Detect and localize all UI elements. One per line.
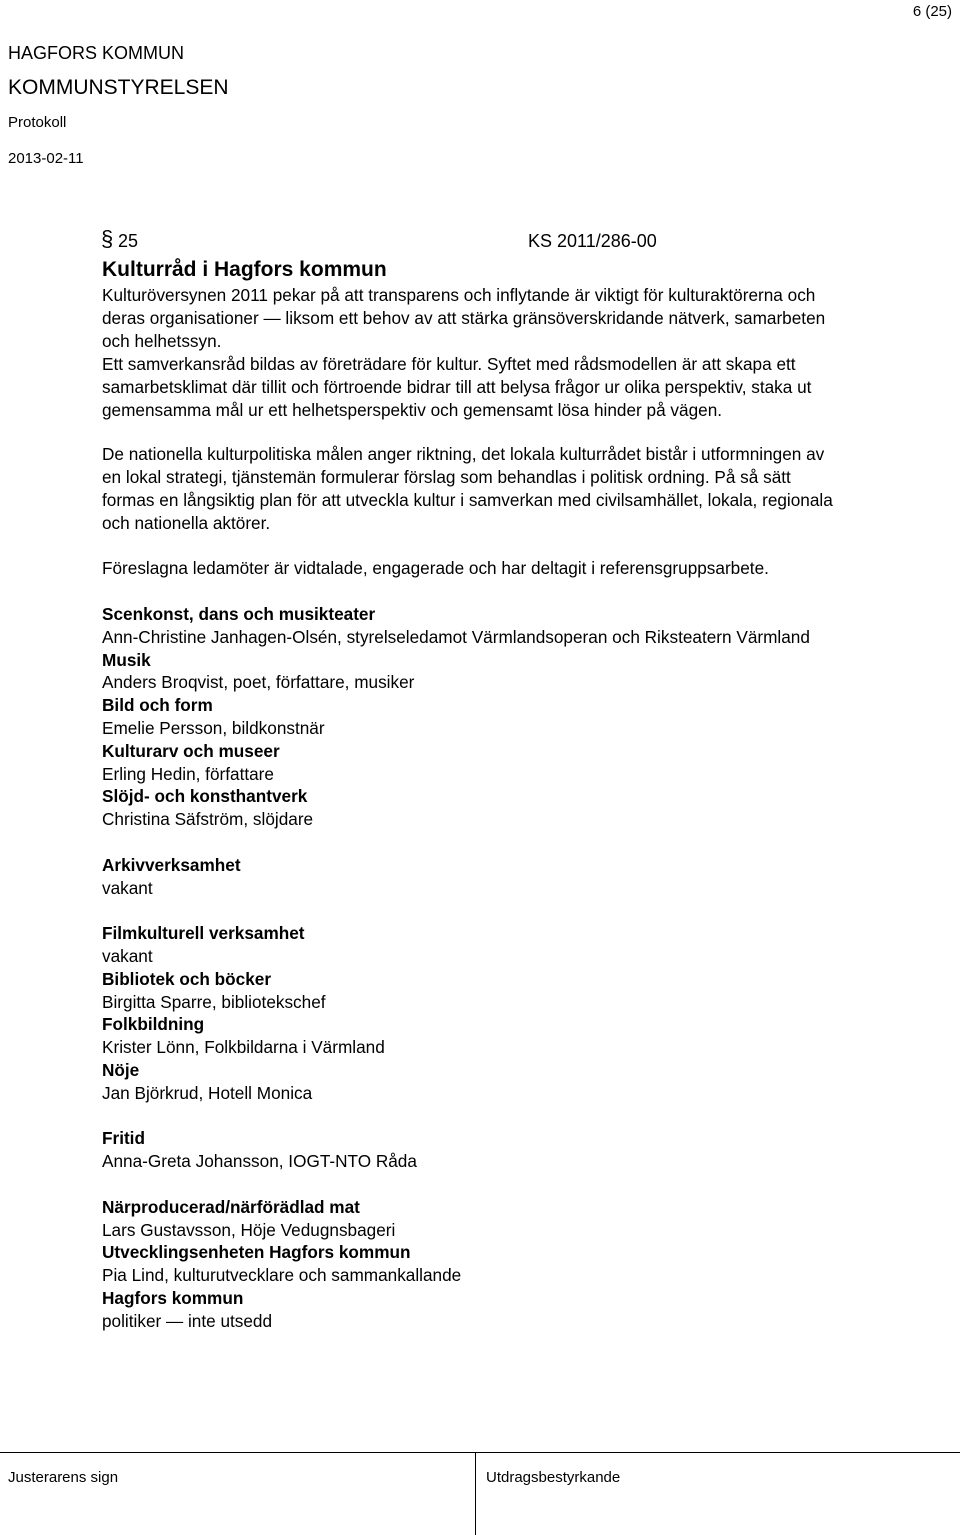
paragraph-line: De nationella kulturpolitiska målen anger riktning, det lokala kulturrådet bistår i utformningen av [102, 444, 825, 464]
document-date: 2013-02-11 [8, 150, 84, 167]
paragraph-symbol: § [101, 226, 114, 251]
member-category: Bild och form [102, 695, 213, 716]
member-name: Birgitta Sparre, bibliotekschef [102, 991, 326, 1012]
paragraph-line: Kulturöversynen 2011 pekar på att transparens och inflytande är viktigt för kulturaktörerna och [102, 285, 816, 305]
member-category: Närproducerad/närförädlad mat [102, 1196, 360, 1217]
member-category: Fritid [102, 1128, 145, 1149]
blank-line [102, 1105, 810, 1128]
paragraph-line: gemensamma mål ur ett helhetsperspektiv och gemensamt lösa hinder på vägen. [102, 400, 723, 420]
member-name: Emelie Persson, bildkonstnär [102, 717, 325, 738]
paragraph-1 [102, 284, 942, 422]
member-name: Erling Hedin, författare [102, 763, 274, 784]
member-category: Arkivverksamhet [102, 854, 241, 875]
member-name: Anders Broqvist, poet, författare, musiker [102, 672, 415, 693]
member-list [102, 603, 810, 1333]
member-category: Folkbildning [102, 1014, 205, 1035]
case-number: 25 [118, 231, 139, 251]
member-category: Kulturarv och museer [102, 740, 280, 761]
paragraph-line: och helhetssyn. [102, 331, 222, 351]
member-category: Hagfors kommun [102, 1287, 244, 1308]
member-name: vakant [102, 945, 153, 966]
paragraph-line: en lokal strategi, tjänstemän formulerar förslag som behandlas i politisk ordning. På så sätt [102, 467, 791, 487]
paragraph-line: Ett samverkansråd bildas av företrädare för kultur. Syftet med rådsmodellen är att skapa ett [102, 354, 796, 374]
paragraph-line: samarbetsklimat där tillit och förtroende bidrar till att belysa frågor ur olika perspektiv, staka ut [102, 377, 812, 397]
footer-divider [0, 1452, 960, 1453]
member-category: Slöjd- och konsthantverk [102, 786, 308, 807]
paragraph-line: och nationella aktörer. [102, 513, 271, 533]
member-name: politiker — inte utsedd [102, 1310, 273, 1331]
footer-adjuster-sign-label: Justerarens sign [8, 1469, 119, 1486]
paragraph-line: formas en långsiktig plan för att utveckla kultur i samverkan med civilsamhället, lokala, regionala [102, 490, 833, 510]
page-number: 6 (25) [912, 3, 952, 20]
member-name: vakant [102, 877, 153, 898]
member-category: Scenkonst, dans och musikteater [102, 604, 376, 624]
member-name: Ann-Christine Janhagen-Olsén, styrelseledamot Värmlandsoperan och Riksteatern Värmland [102, 626, 810, 647]
paragraph-2 [102, 443, 942, 535]
case-title: Kulturråd i Hagfors kommun [102, 258, 387, 281]
member-category: Musik [102, 649, 151, 670]
board-name: KOMMUNSTYRELSEN [8, 76, 229, 99]
paragraph-3 [102, 557, 942, 580]
member-category: Nöje [102, 1059, 140, 1080]
footer-column-divider [475, 1452, 476, 1535]
blank-line [102, 1173, 810, 1196]
member-name: Pia Lind, kulturutvecklare och sammankallande [102, 1265, 462, 1286]
member-category: Filmkulturell verksamhet [102, 923, 305, 944]
blank-line [102, 831, 810, 854]
member-name: Christina Säfström, slöjdare [102, 809, 314, 830]
member-category: Utvecklingsenheten Hagfors kommun [102, 1242, 411, 1263]
member-category: Bibliotek och böcker [102, 968, 272, 989]
organization-name: HAGFORS KOMMUN [8, 43, 185, 63]
paragraph-line: deras organisationer — liksom ett behov av att stärka gränsöverskridande nätverk, samarbeten [102, 308, 826, 328]
member-name: Jan Björkrud, Hotell Monica [102, 1082, 313, 1103]
case-reference: KS 2011/286-00 [528, 231, 657, 251]
document-type: Protokoll [8, 114, 67, 131]
member-name: Anna-Greta Johansson, IOGT-NTO Råda [102, 1151, 417, 1172]
footer-extract-certification-label: Utdragsbestyrkande [486, 1469, 621, 1486]
member-name: Lars Gustavsson, Höje Vedugnsbageri [102, 1219, 396, 1240]
paragraph-line: Föreslagna ledamöter är vidtalade, engagerade och har deltagit i referensgruppsarbete. [102, 558, 769, 578]
blank-line [102, 899, 810, 922]
member-name: Krister Lönn, Folkbildarna i Värmland [102, 1037, 385, 1058]
